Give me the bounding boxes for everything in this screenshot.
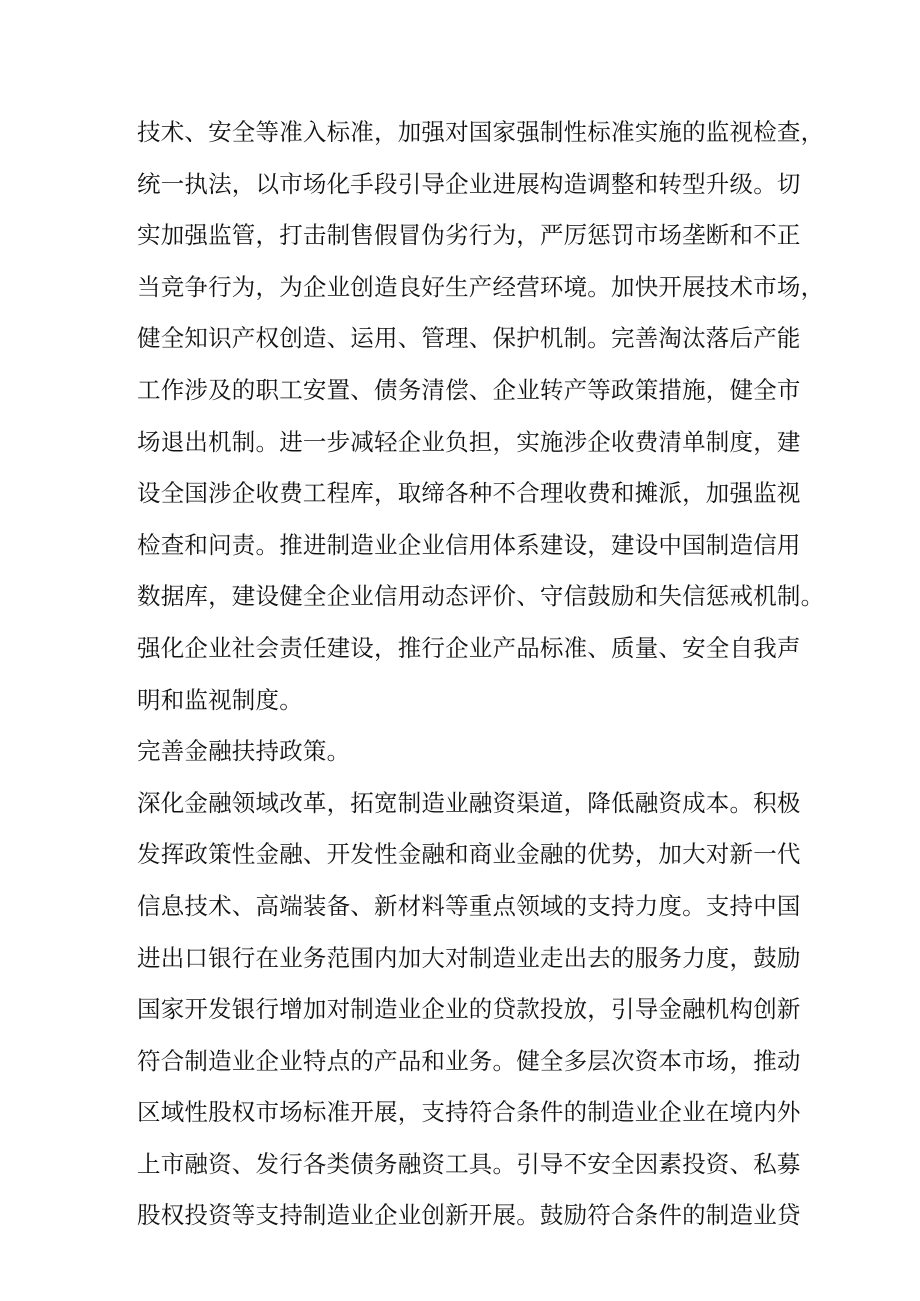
text-line: 实加强监管，打击制售假冒伪劣行为，严厉惩罚市场垄断和不正 <box>137 221 801 250</box>
text-line: 技术、安全等准入标准，加强对国家强制性标准实施的监视检查， <box>137 118 825 146</box>
document-page <box>137 107 825 1242</box>
section-heading: 完善金融扶持政策。 <box>137 737 351 766</box>
text-line: 健全知识产权创造、运用、管理、保护机制。完善淘汰落后产能 <box>137 324 801 353</box>
text-line: 工作涉及的职工安置、债务清偿、企业转产等政策措施，健全市 <box>137 375 801 404</box>
text-line: 当竞争行为，为企业创造良好生产经营环境。加快开展技术市场， <box>137 272 825 301</box>
text-line: 场退出机制。进一步减轻企业负担，实施涉企收费清单制度，建 <box>137 427 801 456</box>
text-line: 进出口银行在业务范围内加大对制造业走出去的服务力度，鼓励 <box>137 943 801 972</box>
text-line: 检查和问责。推进制造业企业信用体系建设，建设中国制造信用 <box>137 530 801 559</box>
text-line: 股权投资等支持制造业企业创新开展。鼓励符合条件的制造业贷 <box>137 1201 801 1230</box>
text-line: 数据库，建设健全企业信用动态评价、守信鼓励和失信惩戒机制。 <box>137 582 825 611</box>
text-line: 发挥政策性金融、开发性金融和商业金融的优势，加大对新一代 <box>137 840 801 869</box>
text-line: 设全国涉企收费工程库，取缔各种不合理收费和摊派，加强监视 <box>137 479 801 508</box>
text-line: 明和监视制度。 <box>137 685 303 714</box>
text-line: 强化企业社会责任建设，推行企业产品标准、质量、安全自我声 <box>137 633 801 662</box>
text-line: 符合制造业企业特点的产品和业务。健全多层次资本市场，推动 <box>137 1046 801 1075</box>
text-line: 上市融资、发行各类债务融资工具。引导不安全因素投资、私募 <box>137 1149 801 1178</box>
text-line: 深化金融领域改革，拓宽制造业融资渠道，降低融资成本。积极 <box>137 788 801 817</box>
text-line: 信息技术、高端装备、新材料等重点领域的支持力度。支持中国 <box>137 891 801 920</box>
text-line: 统一执法，以市场化手段引导企业进展构造调整和转型升级。切 <box>137 169 801 198</box>
text-line: 区域性股权市场标准开展，支持符合条件的制造业企业在境内外 <box>137 1098 801 1127</box>
text-line: 国家开发银行增加对制造业企业的贷款投放，引导金融机构创新 <box>137 995 801 1024</box>
